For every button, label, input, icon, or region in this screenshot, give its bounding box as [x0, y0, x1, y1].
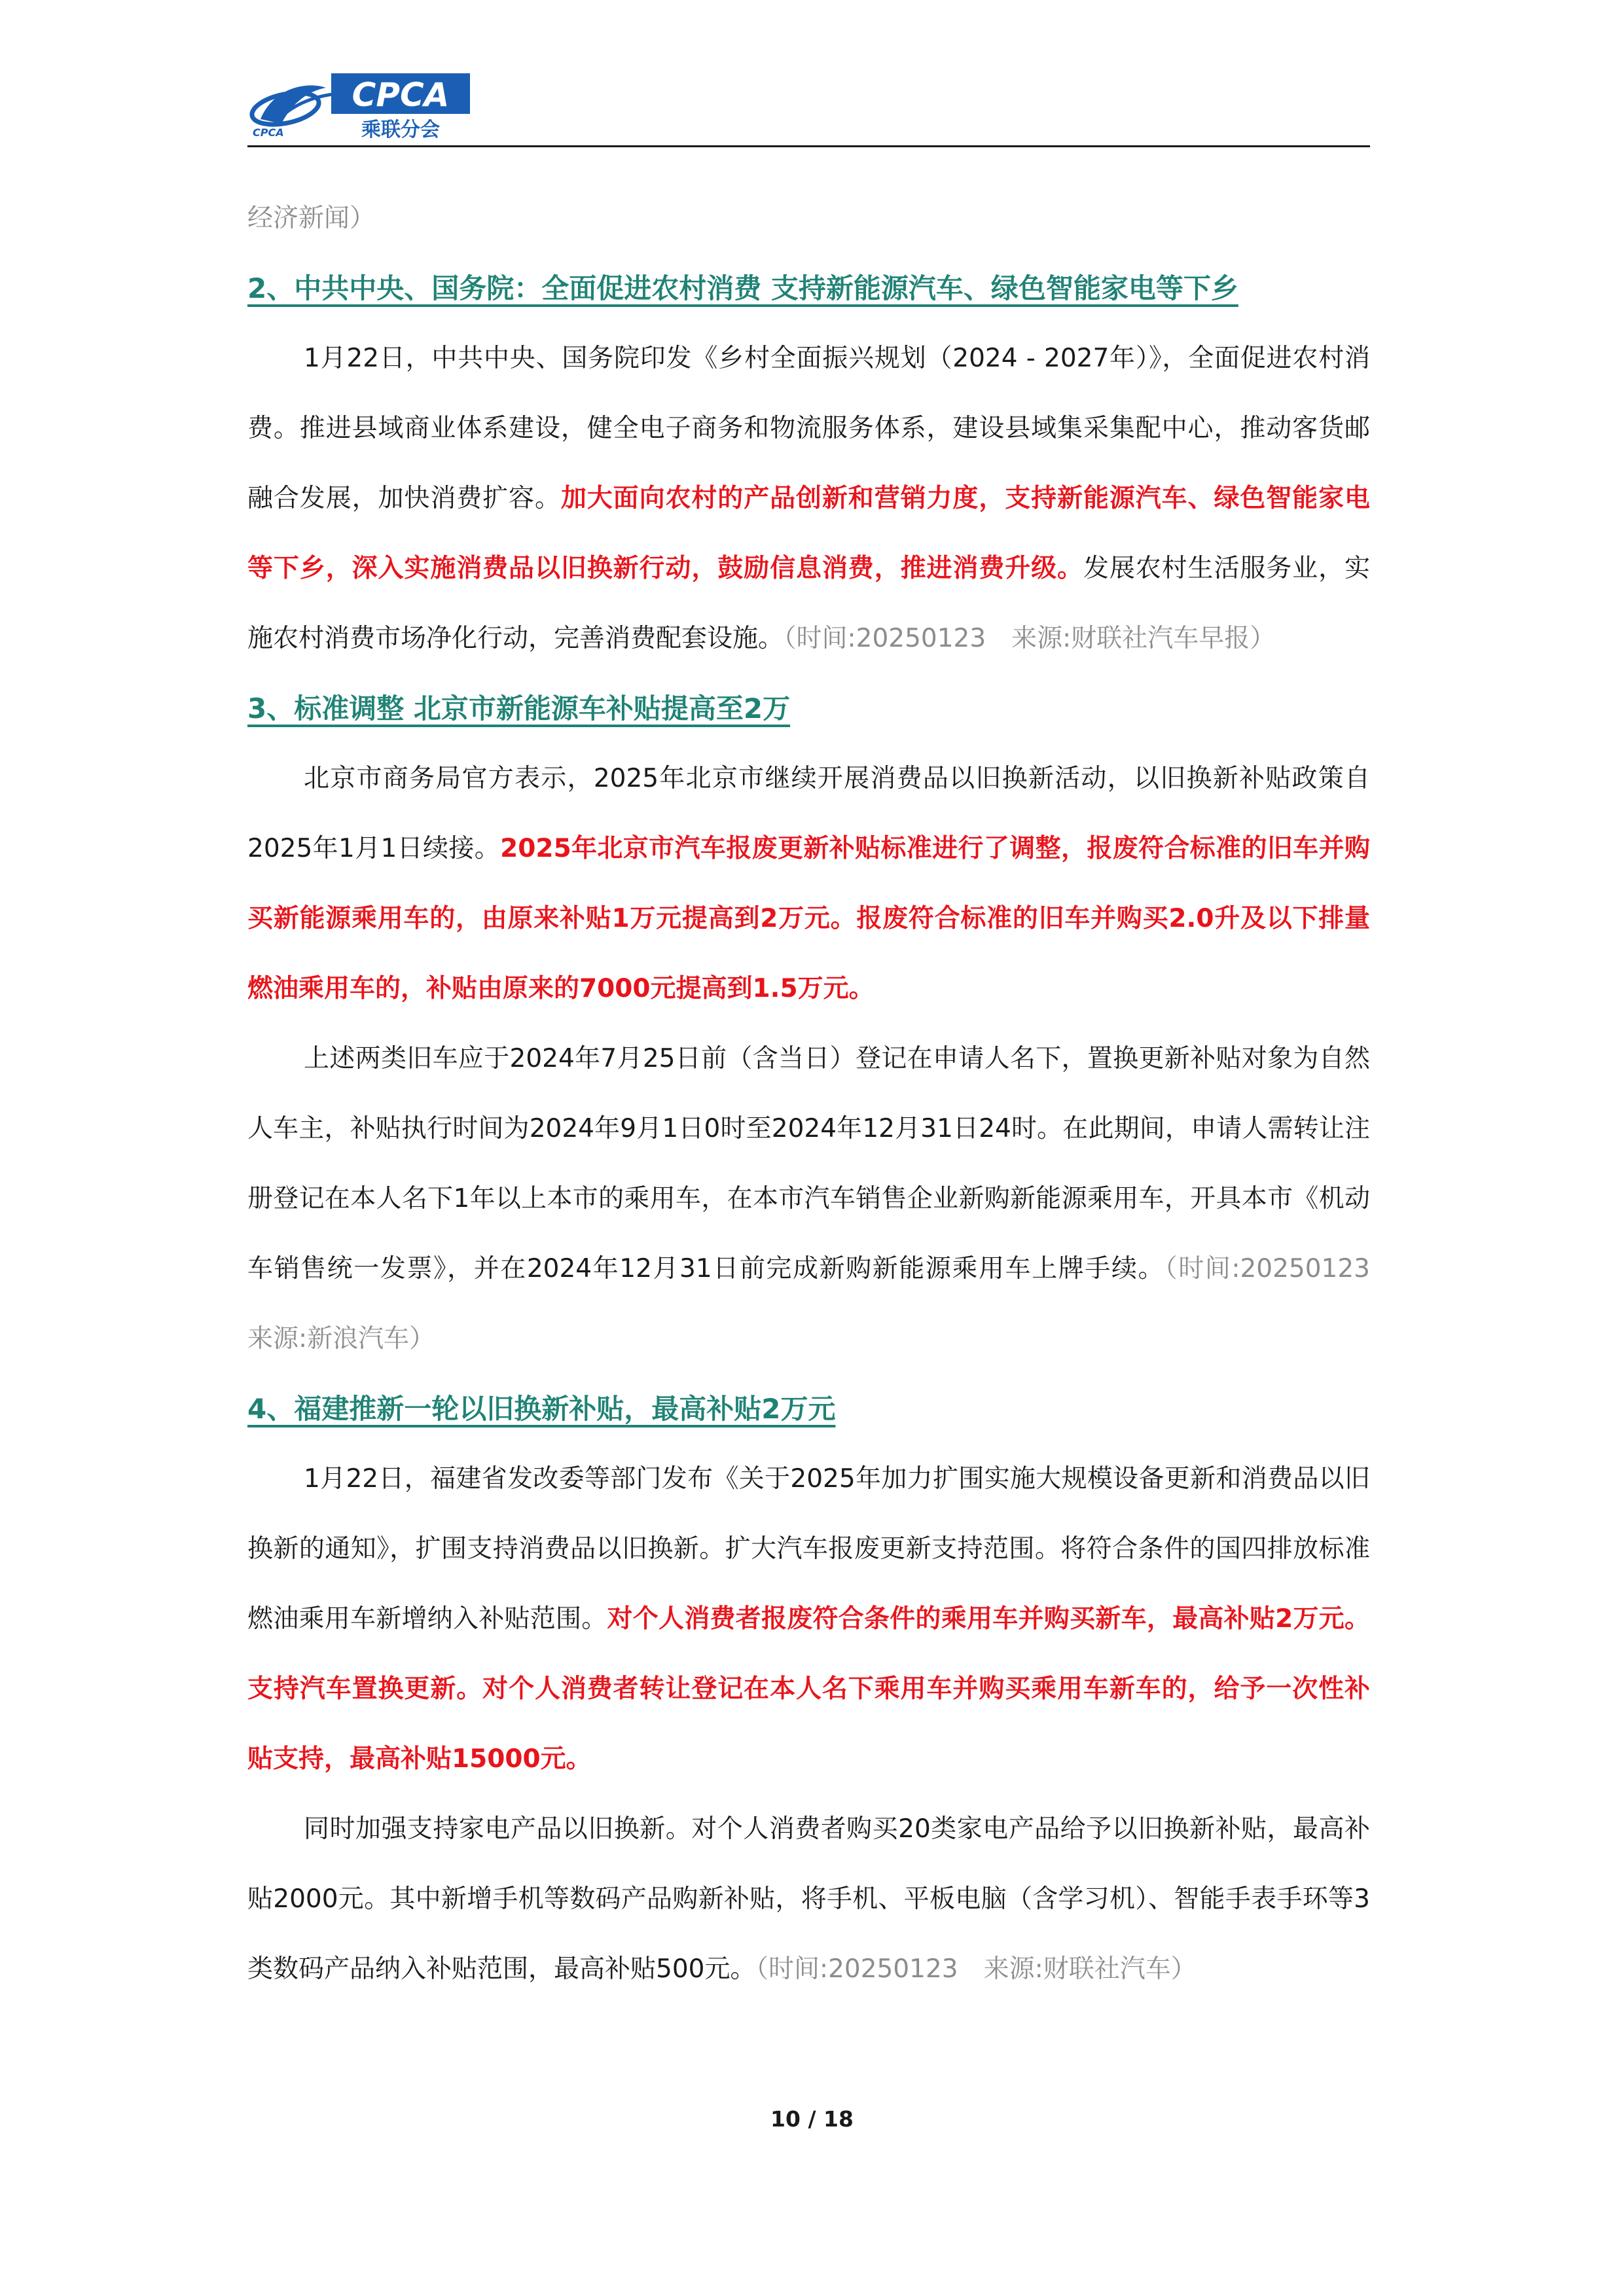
source-note: （时间:20250123 来源:财联社汽车）: [755, 1954, 1197, 1984]
page-header: [247, 68, 1370, 147]
source-note: （时间:20250123 来源:新浪汽车）: [247, 1254, 1396, 1354]
plain-text: 北京市商务局官方表示，2025年北京市继续开展消费品以旧换新活动，以旧换新补贴政策自2025年1月1日续接。: [247, 764, 1370, 863]
section-2-paragraph: [247, 323, 1370, 673]
plain-text: 上述两类旧车应于2024年7月25日前（含当日）登记在申请人名下，置换更新补贴对象为自然人车主，补贴执行时间为2024年9月1日0时至2024年12月31日24时。在此期间，申请人需转让注册登记在本人名下1年以上本市的乘用车，在本市汽车销售企业新购新能源乘用车，开具本市《机动车销售统一发票》，并在2024年12月31日前完成新购新能源乘用车上牌手续。: [247, 1044, 1370, 1283]
plain-text: 1月22日，福建省发改委等部门发布《关于2025年加力扩围实施大规模设备更新和消费品以旧换新的通知》，扩围支持消费品以旧换新。扩大汽车报废更新支持范围。将符合条件的国四排放标准燃油乘用车新增纳入补贴范围。: [247, 1464, 1370, 1634]
plain-text: 同时加强支持家电产品以旧换新。对个人消费者购买20类家电产品给予以旧换新补贴，最高补贴2000元。其中新增手机等数码产品购新补贴，将手机、平板电脑（含学习机）、智能手表手环等3类数码产品纳入补贴范围，最高补贴500元。: [247, 1814, 1370, 1984]
section-3-paragraph-1: [247, 744, 1370, 1024]
logo-sub-text: 乘联分会: [361, 118, 440, 140]
plain-text: 1月22日，中共中央、国务院印发《乡村全面振兴规划（2024 - 2027年）》，全面促进农村消费。推进县域商业体系建设，健全电子商务和物流服务体系，建设县域集采集配中心，推动客货邮融合发展，加快消费扩容。: [247, 344, 1370, 513]
tail-source: 经济新闻）: [247, 204, 376, 233]
page-number: 10 / 18: [770, 2106, 854, 2132]
section-4-paragraph-2: [247, 1794, 1370, 2004]
highlight-text: 加大面向农村的产品创新和营销力度，支持新能源汽车、绿色智能家电等下乡，深入实施消费品以旧换新行动，鼓励信息消费，推进消费升级。: [247, 484, 1370, 583]
highlight-text: 对个人消费者报废符合条件的乘用车并购买新车，最高补贴2万元。支持汽车置换更新。对个人消费者转让登记在本人名下乘用车并购买乘用车新车的，给予一次性补贴支持，最高补贴15000元。: [247, 1604, 1370, 1774]
article-body: [247, 183, 1396, 2004]
source-note: （时间:20250123 来源:财联社汽车早报）: [784, 624, 1276, 653]
section-3-title: 3、标准调整 北京市新能源车补贴提高至2万: [247, 692, 791, 725]
header-rule: [247, 145, 1370, 147]
logo-small-text: CPCA: [253, 126, 284, 139]
logo-main-text: CPCA: [352, 76, 450, 114]
plain-text: 发展农村生活服务业，实施农村消费市场净化行动，完善消费配套设施。: [247, 554, 1370, 653]
highlight-text: 2025年北京市汽车报废更新补贴标准进行了调整，报废符合标准的旧车并购买新能源乘用车的，由原来补贴1万元提高到2万元。报废符合标准的旧车并购买2.0升及以下排量燃油乘用车的，补贴由原来的7000元提高到1.5万元。: [247, 834, 1370, 1003]
section-3-paragraph-2: [247, 1024, 1396, 1374]
section-4-paragraph-1: [247, 1444, 1370, 1794]
cpca-logo: [247, 68, 473, 140]
section-4-title: 4、福建推新一轮以旧换新补贴，最高补贴2万元: [247, 1393, 836, 1425]
section-2-title: 2、中共中央、国务院：全面促进农村消费 支持新能源汽车、绿色智能家电等下乡: [247, 272, 1238, 304]
